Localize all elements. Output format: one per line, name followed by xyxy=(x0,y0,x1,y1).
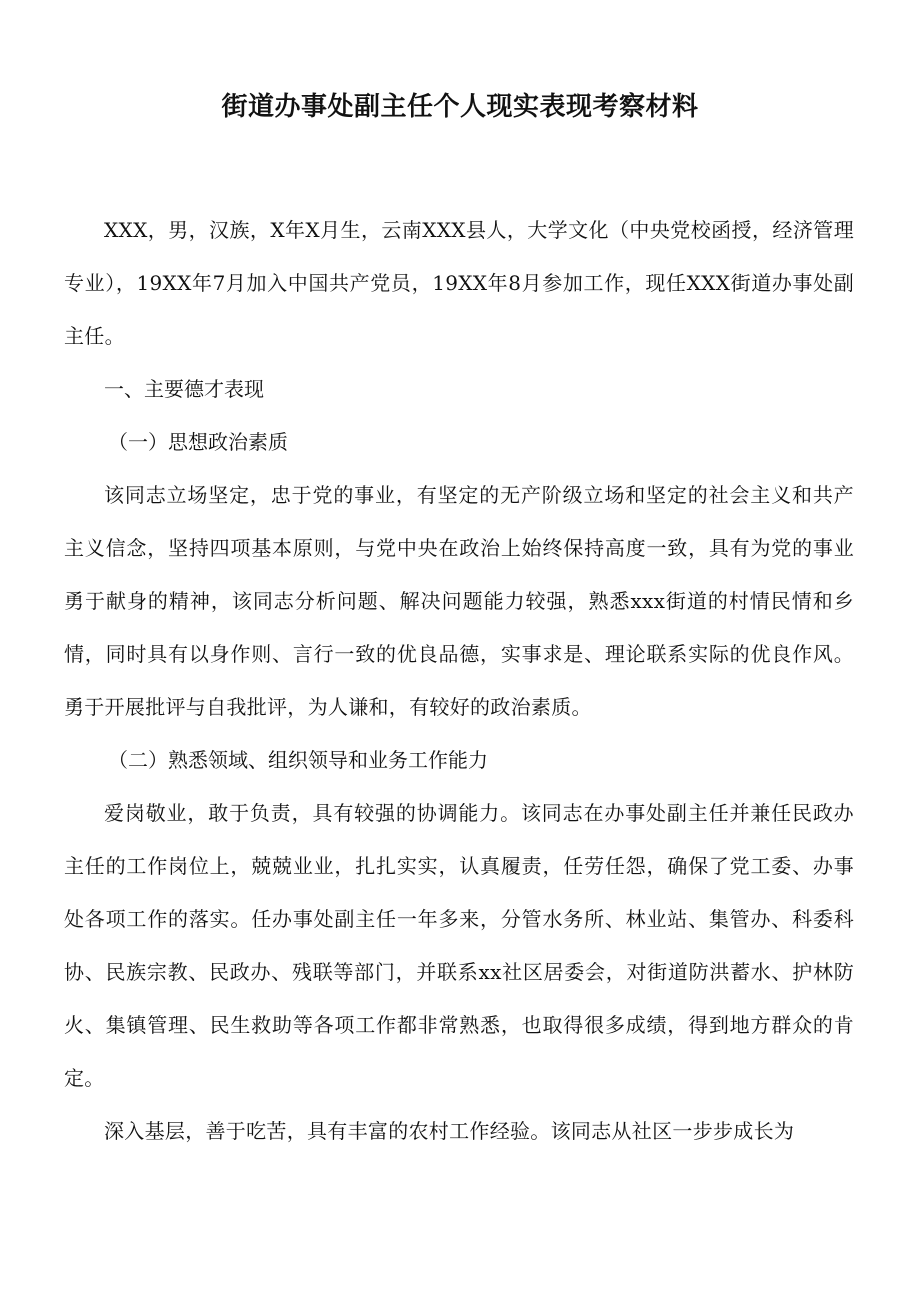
subsection-heading-2: （二）熟悉领域、组织领导和业务工作能力 xyxy=(108,748,488,772)
subsection-heading-1: （一）思想政治素质 xyxy=(108,430,288,454)
document-body xyxy=(64,204,854,1158)
subsection-2-paragraph-1: 爱岗敬业，敢于负责，具有较强的协调能力。该同志在办事处副主任并兼任民政办主任的工作岗位上，兢兢业业，扎扎实实，认真履责，任劳任怨，确保了党工委、办事处各项工作的落实。任办事处副主任一年多来，分管水务所、林业站、集管办、科委科协、民族宗教、民政办、残联等部门，并联系xx社区居委会，对街道防洪蓄水、护林防火、集镇管理、民生救助等各项工作都非常熟悉，也取得很多成绩，得到地方群众的肯定。 xyxy=(64,801,854,1090)
section-heading-1: 一、主要德才表现 xyxy=(104,377,264,401)
subsection-2-paragraph-2: 深入基层，善于吃苦，具有丰富的农村工作经验。该同志从社区一步步成长为 xyxy=(104,1119,795,1143)
intro-paragraph: XXX，男，汉族，X年X月生，云南XXX县人，大学文化（中央党校函授，经济管理专业），19XX年7月加入中国共产党员，19XX年8月参加工作，现任XXX街道办事处副主任。 xyxy=(64,218,854,348)
document-title: 街道办事处副主任个人现实表现考察材料 xyxy=(221,92,699,122)
subsection-1-paragraph: 该同志立场坚定，忠于党的事业，有坚定的无产阶级立场和坚定的社会主义和共产主义信念，坚持四项基本原则，与党中央在政治上始终保持高度一致，具有为党的事业勇于献身的精神，该同志分析问题、解决问题能力较强，熟悉xxx街道的村情民情和乡情，同时具有以身作则、言行一致的优良品德，实事求是、理论联系实际的优良作风。勇于开展批评与自我批评，为人谦和，有较好的政治素质。 xyxy=(64,483,854,719)
